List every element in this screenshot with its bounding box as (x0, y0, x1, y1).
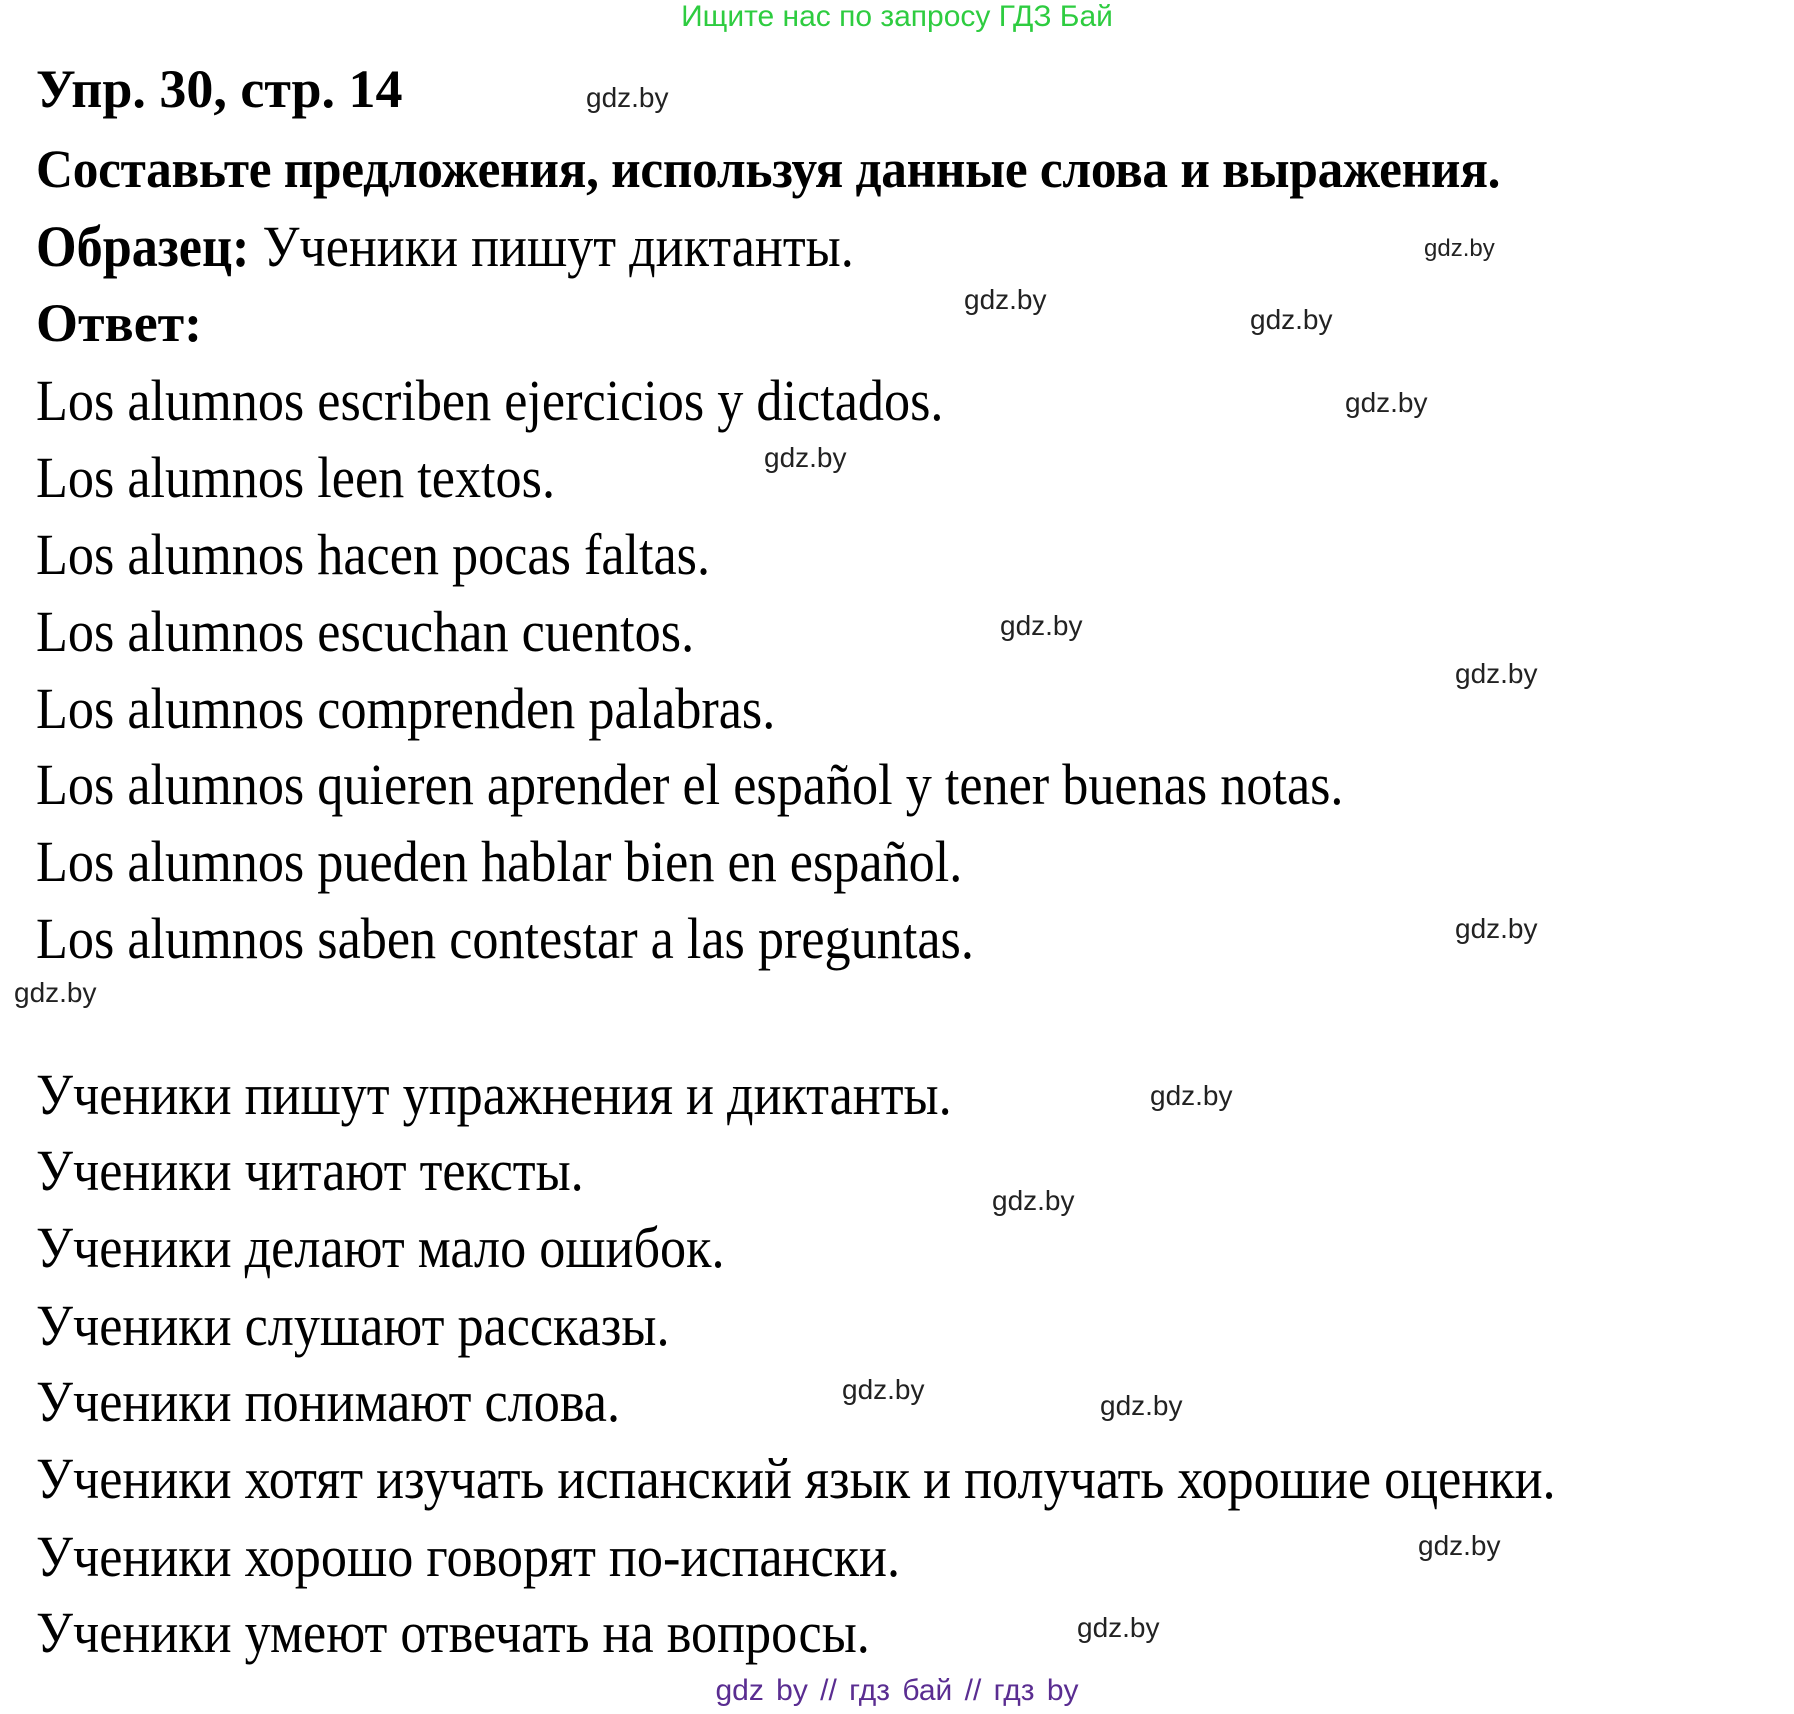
russian-sentence: Ученики делают мало ошибок. (36, 1215, 725, 1280)
sample-text: Ученики пишут диктанты. (262, 214, 854, 279)
russian-sentence: Ученики хотят изучать испанский язык и получать хорошие оценки. (36, 1446, 1556, 1511)
sample (36, 214, 854, 279)
spanish-sentence: Los alumnos hacen pocas faltas. (36, 522, 711, 587)
spanish-sentence: Los alumnos pueden hablar bien en español. (36, 829, 963, 894)
header-banner[interactable]: Ищите нас по запросу ГДЗ Бай (681, 0, 1113, 33)
spanish-sentence: Los alumnos saben contestar a las preguntas. (36, 906, 974, 971)
spanish-sentence: Los alumnos comprenden palabras. (36, 676, 776, 741)
watermark: gdz.by (14, 977, 97, 1008)
sample-label: Образец: (36, 214, 250, 279)
russian-sentence: Ученики понимают слова. (36, 1369, 621, 1434)
spanish-sentence: Los alumnos escriben ejercicios y dictados. (36, 368, 944, 433)
watermark: gdz.by (586, 82, 669, 113)
watermark: gdz.by (1077, 1612, 1160, 1643)
watermark: gdz.by (764, 442, 847, 473)
watermark: gdz.by (1000, 610, 1083, 641)
russian-sentence: Ученики хорошо говорят по-испански. (36, 1524, 901, 1589)
russian-sentence: Ученики слушают рассказы. (36, 1293, 670, 1358)
watermark: gdz.by (1418, 1530, 1501, 1561)
russian-sentence: Ученики умеют отвечать на вопросы. (36, 1600, 870, 1665)
watermark: gdz.by (842, 1374, 925, 1405)
instruction: Составьте предложения, используя данные слова и выражения. (36, 139, 1501, 199)
watermark: gdz.by (964, 284, 1047, 315)
spanish-sentence: Los alumnos leen textos. (36, 445, 556, 510)
spanish-sentence: Los alumnos quieren aprender el español y tener buenas notas. (36, 752, 1344, 817)
watermark: gdz.by (992, 1185, 1075, 1216)
watermark: gdz.by (1455, 658, 1538, 689)
watermark: gdz.by (1424, 235, 1495, 262)
russian-sentence: Ученики читают тексты. (36, 1138, 584, 1203)
answer-label: Ответ: (36, 293, 203, 353)
watermark: gdz.by (1150, 1080, 1233, 1111)
footer-links[interactable]: gdz by // гдз бай // гдз by (715, 1674, 1079, 1707)
spanish-sentence: Los alumnos escuchan cuentos. (36, 599, 695, 664)
exercise-title: Упр. 30, стр. 14 (36, 59, 403, 119)
watermark: gdz.by (1100, 1390, 1183, 1421)
watermark: gdz.by (1250, 304, 1333, 335)
watermark: gdz.by (1345, 387, 1428, 418)
watermark: gdz.by (1455, 913, 1538, 944)
russian-sentence: Ученики пишут упражнения и диктанты. (36, 1062, 952, 1127)
